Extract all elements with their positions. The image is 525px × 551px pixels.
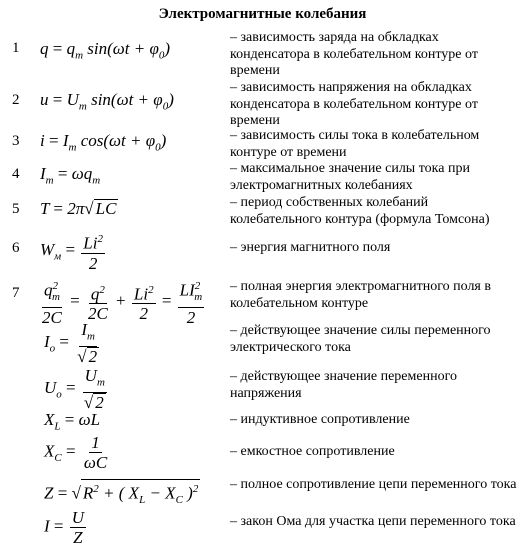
row-description: – энергия магнитного поля: [230, 240, 391, 255]
row-description: – полное сопротивление цепи переменного тока: [230, 477, 517, 492]
row-description: – полная энергия электромагнитного поля в колебательном контуре: [230, 279, 491, 311]
rms-current-formula: $I_о$ = $\frac{I_m}{√ 2}$: [44, 320, 98, 367]
impedance-formula: Z = √ $R^2$ + ( $X_L - X_C$ )$^2$: [44, 479, 200, 509]
row-number: 2: [12, 92, 20, 108]
max-current-formula: $I_m = \omega q_m$: [40, 164, 101, 187]
row-description: – зависимость заряда на обкладках конденсатора в колебательном контуре от времени: [230, 30, 478, 78]
thomson-formula: T = 2π√ LC: [40, 199, 117, 218]
row-description: – действующее значение переменного напряжения: [230, 369, 457, 401]
inductive-reactance-formula: $X_L = \omega L$: [44, 410, 101, 433]
row-description: – зависимость силы тока в колебательном контуре от времени: [230, 128, 480, 160]
row-number: 1: [12, 40, 20, 56]
row-number: 4: [12, 166, 20, 182]
row-description: – период собственных колебаний колебательного контура (формула Томсона): [230, 195, 490, 227]
rms-voltage-formula: $U_о$ = $\frac{U_m}{√ 2}$: [44, 366, 105, 413]
row-number: 7: [12, 285, 20, 301]
capacitive-reactance-formula: $X_C$ = $\frac{1}{\omega C}$: [44, 433, 108, 472]
total-energy-formula: $\frac{q^2_m}{2C}$ = $\frac{q^2}{2C}$ + $\frac{Li^2}{2}$ = $\frac{LI^2_m}{2}$: [38, 277, 206, 327]
current-formula: $i = I_m$ $\cos(\omega t + \varphi_0)$: [40, 131, 167, 154]
ohm-law-formula: I = $\frac{U}{Z}$: [44, 508, 85, 547]
row-description: – емкостное сопротивление: [230, 444, 395, 459]
row-number: 5: [12, 201, 20, 217]
charge-formula: $q = q_m$ $\sin(\omega t + \varphi_0)$: [40, 39, 171, 62]
row-description: – максимальное значение силы тока при электромагнитных колебаниях: [230, 161, 470, 193]
row-description: – индуктивное сопротивление: [230, 412, 410, 427]
row-description: – закон Ома для участка цепи переменного тока: [230, 514, 516, 529]
row-number: 3: [12, 133, 20, 149]
voltage-formula: $u = U_m$ $\sin(\omega t + \varphi_0)$: [40, 90, 174, 113]
row-number: 6: [12, 240, 20, 256]
magnetic-energy-formula: $W_м$ = $\frac{Li^2}{2}$: [40, 230, 107, 273]
row-description: – действующее значение силы переменного электрического тока: [230, 323, 491, 355]
page-title: Электромагнитные колебания: [158, 6, 367, 22]
row-description: – зависимость напряжения на обкладках конденсатора в колебательном контуре от времени: [230, 80, 478, 128]
